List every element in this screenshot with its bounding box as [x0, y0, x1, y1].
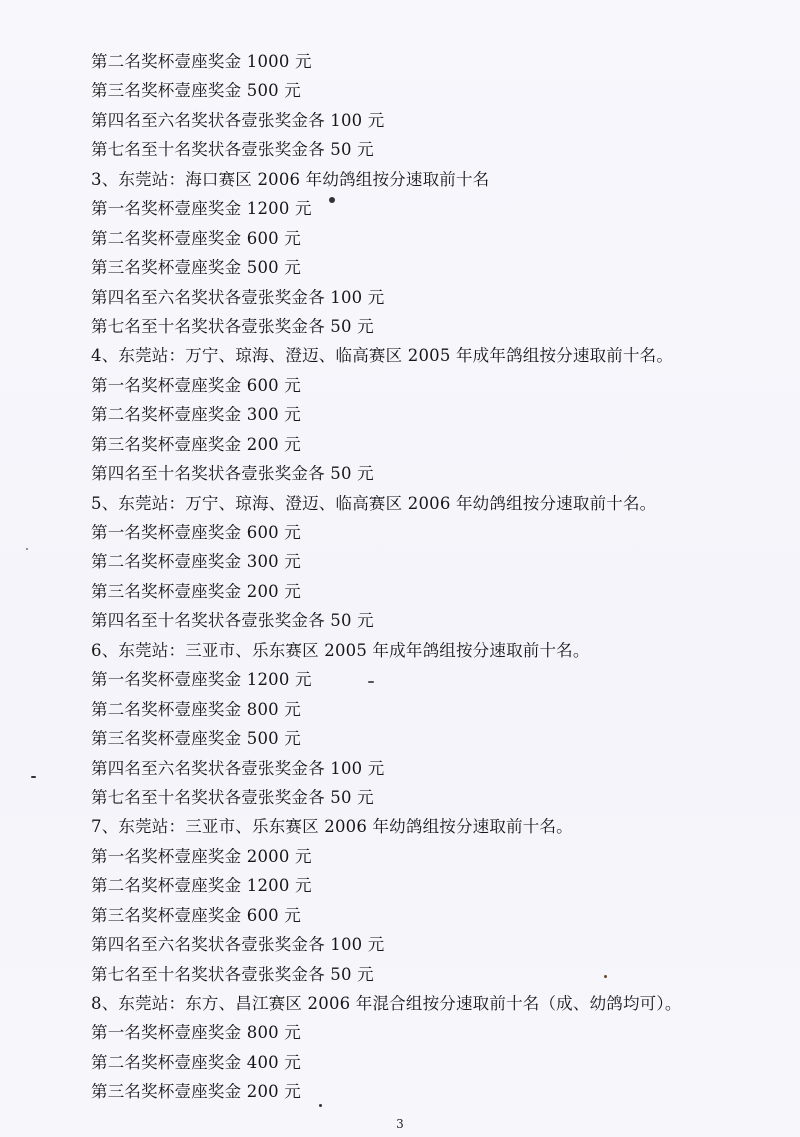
scan-speck: [329, 197, 335, 203]
text-line: 第一名奖杯壹座奖金 2000 元: [91, 846, 312, 866]
text-line: 第一名奖杯壹座奖金 800 元: [91, 1023, 301, 1043]
text-line: 第四名至六名奖状各壹张奖金各 100 元: [91, 110, 385, 130]
section-heading: 5、东莞站：万宁、琼海、澄迈、临高赛区 2006 年幼鸽组按分速取前十名。: [91, 493, 657, 513]
text-line: 第四名至六名奖状各壹张奖金各 100 元: [91, 935, 385, 955]
text-line: 第一名奖杯壹座奖金 600 元: [91, 375, 301, 395]
text-line: 第七名至十名奖状各壹张奖金各 50 元: [91, 787, 374, 807]
section-heading: 8、东莞站：东方、昌江赛区 2006 年混合组按分速取前十名（成、幼鸽均可）。: [91, 994, 682, 1013]
text-line: 第四名至十名奖状各壹张奖金各 50 元: [91, 611, 374, 631]
text-line: 第三名奖杯壹座奖金 600 元: [91, 905, 301, 925]
document-body: [91, 47, 771, 1107]
section-heading: 4、东莞站：万宁、琼海、澄迈、临高赛区 2005 年成年鸽组按分速取前十名。: [91, 346, 674, 366]
scan-speck: [31, 776, 36, 778]
text-line: 第四名至六名奖状各壹张奖金各 100 元: [91, 287, 385, 307]
text-line: 第三名奖杯壹座奖金 500 元: [91, 81, 301, 101]
text-line: 第三名奖杯壹座奖金 200 元: [91, 434, 301, 454]
text-line: 第二名奖杯壹座奖金 800 元: [91, 699, 301, 719]
section-heading: 7、东莞站：三亚市、乐东赛区 2006 年幼鸽组按分速取前十名。: [91, 817, 573, 837]
text-line: 第二名奖杯壹座奖金 1000 元: [91, 52, 312, 71]
text-line: 第七名至十名奖状各壹张奖金各 50 元: [91, 964, 374, 984]
section-heading: 6、东莞站：三亚市、乐东赛区 2005 年成年鸽组按分速取前十名。: [91, 640, 590, 660]
text-line: 第七名至十名奖状各壹张奖金各 50 元: [91, 140, 374, 160]
text-line: 第三名奖杯壹座奖金 500 元: [91, 729, 301, 749]
scan-speck: [319, 1104, 322, 1107]
text-line: 第四名至六名奖状各壹张奖金各 100 元: [91, 758, 385, 778]
text-line: 第三名奖杯壹座奖金 200 元: [91, 581, 301, 601]
text-line: 第七名至十名奖状各壹张奖金各 50 元: [91, 316, 374, 336]
page-number: 3: [396, 1117, 404, 1131]
text-line: 第一名奖杯壹座奖金 600 元: [91, 523, 301, 542]
text-line: 第二名奖杯壹座奖金 600 元: [91, 228, 301, 248]
text-line: 第三名奖杯壹座奖金 200 元: [91, 1082, 301, 1102]
scan-speck: [604, 975, 607, 978]
text-line: 第二名奖杯壹座奖金 400 元: [91, 1052, 301, 1072]
text-line: 第一名奖杯壹座奖金 1200 元: [91, 199, 312, 219]
scan-speck: [26, 548, 28, 550]
scan-speck: [368, 681, 374, 683]
text-line: 第二名奖杯壹座奖金 300 元: [91, 405, 301, 425]
section-heading: 3、东莞站：海口赛区 2006 年幼鸽组按分速取前十名: [91, 169, 490, 189]
text-line: 第四名至十名奖状各壹张奖金各 50 元: [91, 464, 374, 484]
text-line: 第二名奖杯壹座奖金 1200 元: [91, 876, 312, 896]
text-line: 第二名奖杯壹座奖金 300 元: [91, 552, 301, 572]
text-line: 第三名奖杯壹座奖金 500 元: [91, 258, 301, 278]
text-line: 第一名奖杯壹座奖金 1200 元: [91, 670, 312, 690]
